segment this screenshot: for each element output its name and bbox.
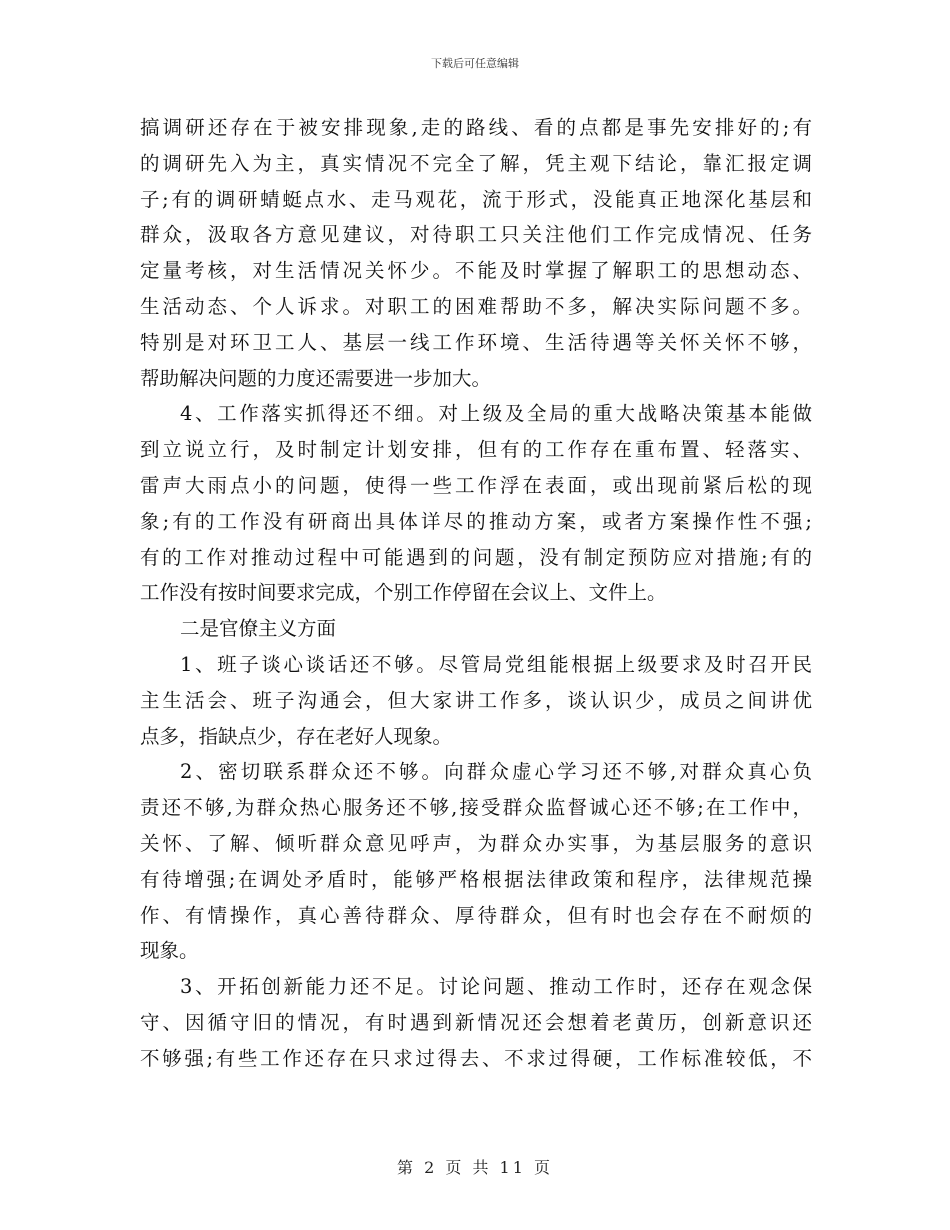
text-line: 生活动态、个人诉求。对职工的困难帮助不多，解决实际问题不多。	[140, 294, 812, 318]
text-line: 不够强;有些工作还存在只求过得去、不求过得硬，工作标准较低，不	[140, 1046, 812, 1070]
text-line: 有待增强;在调处矛盾时，能够严格根据法律政策和程序，法律规范操	[140, 867, 812, 891]
text-line: 定量考核，对生活情况关怀少。不能及时掌握了解职工的思想动态、	[140, 259, 812, 283]
text-line: 1、班子谈心谈话还不够。尽管局党组能根据上级要求及时召开民	[180, 652, 812, 676]
text-line: 的调研先入为主，真实情况不完全了解，凭主观下结论，靠汇报定调	[140, 151, 812, 175]
text-line: 群众，汲取各方意见建议，对待职工只关注他们工作完成情况、任务	[140, 223, 812, 247]
text-line: 现象。	[140, 939, 199, 963]
text-line: 特别是对环卫工人、基层一线工作环境、生活待遇等关怀关怀不够，	[140, 330, 812, 354]
text-line: 象;有的工作没有研商出具体详尽的推动方案，或者方案操作性不强;	[140, 509, 812, 533]
text-line: 二是官僚主义方面	[180, 617, 337, 641]
text-line: 3、开拓创新能力还不足。讨论问题、推动工作时，还存在观念保	[180, 975, 812, 999]
text-line: 雷声大雨点小的问题，使得一些工作浮在表面，或出现前紧后松的现	[140, 473, 812, 497]
text-line: 2、密切联系群众还不够。向群众虚心学习还不够,对群众真心负	[180, 760, 812, 784]
text-line: 作、有情操作，真心善待群众、厚待群众，但有时也会存在不耐烦的	[140, 903, 812, 927]
text-line: 到立说立行，及时制定计划安排，但有的工作存在重布置、轻落实、	[140, 438, 812, 462]
text-line: 守、因循守旧的情况，有时遇到新情况还会想着老黄历，创新意识还	[140, 1010, 812, 1034]
text-line: 主生活会、班子沟通会，但大家讲工作多，谈认识少，成员之间讲优	[140, 688, 812, 712]
text-line: 点多，指缺点少，存在老好人现象。	[140, 724, 453, 748]
page-header: 下载后可任意编辑	[431, 57, 519, 70]
text-line: 子;有的调研蜻蜓点水、走马观花，流于形式，没能真正地深化基层和	[140, 187, 812, 211]
text-line: 搞调研还存在于被安排现象,走的路线、看的点都是事先安排好的;有	[140, 116, 812, 139]
text-line: 帮助解决问题的力度还需要进一步加大。	[140, 366, 492, 390]
text-line: 责还不够,为群众热心服务还不够,接受群众监督诚心还不够;在工作中，	[140, 796, 812, 820]
text-line: 关怀、了解、倾听群众意见呼声，为群众办实事，为基层服务的意识	[140, 831, 812, 855]
page-number-footer: 第 2 页 共 11 页	[397, 1158, 553, 1177]
document-body	[140, 110, 812, 1077]
text-line: 4、工作落实抓得还不细。对上级及全局的重大战略决策基本能做	[180, 402, 812, 426]
text-line: 有的工作对推动过程中可能遇到的问题，没有制定预防应对措施;有的	[140, 545, 812, 569]
text-line: 工作没有按时间要求完成，个别工作停留在会议上、文件上。	[140, 581, 667, 605]
